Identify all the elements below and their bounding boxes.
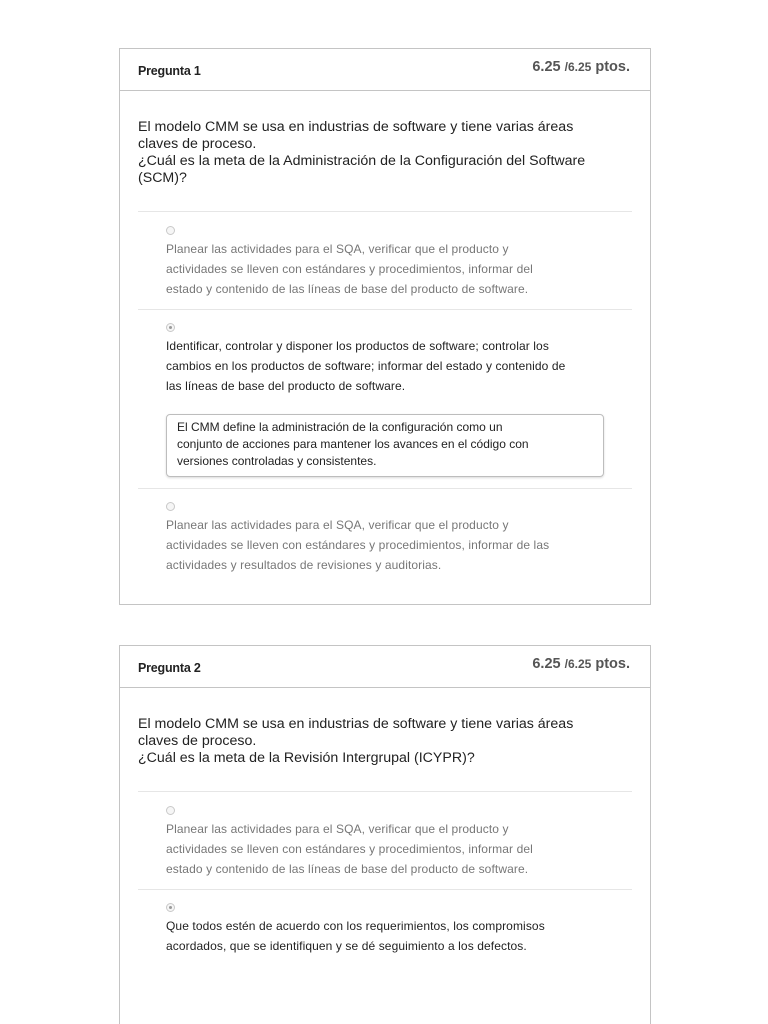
question-text-line: ¿Cuál es la meta de la Administración de la Configuración del Software: [138, 153, 586, 169]
answer-divider: [138, 309, 632, 310]
score-max: 6.25: [567, 60, 592, 74]
answer-text: [166, 916, 610, 956]
answer-text-line: acordados, que se identifiquen y se dé seguimiento a los defectos.: [166, 939, 527, 953]
answer-option-1[interactable]: [166, 806, 610, 879]
answer-divider: [138, 791, 632, 792]
answer-text-line: actividades y resultados de revisiones y auditorias.: [166, 558, 442, 572]
score-separator: /: [564, 657, 568, 671]
question-text-line: El modelo CMM se usa en industrias de software y tiene varias áreas: [138, 716, 574, 732]
score-separator: /: [564, 60, 568, 74]
question-text-line: claves de proceso.: [138, 733, 257, 749]
question-card-2: [119, 645, 651, 1024]
score-value: 6.25: [532, 59, 561, 75]
answer-text-line: Planear las actividades para el SQA, verificar que el producto y: [166, 518, 509, 532]
score-unit: ptos.: [595, 59, 630, 75]
feedback-line: conjunto de acciones para mantener los avances en el código con: [177, 437, 529, 451]
question-text: [138, 119, 632, 187]
answer-text-line: cambios en los productos de software; informar del estado y contenido de: [166, 359, 566, 373]
answer-divider: [138, 889, 632, 890]
radio-unchecked-icon[interactable]: [166, 226, 175, 235]
answer-text-line: actividades se lleven con estándares y procedimientos, informar del: [166, 842, 533, 856]
feedback-line: versiones controladas y consistentes.: [177, 454, 377, 468]
answer-text-line: Identificar, controlar y disponer los productos de software; controlar los: [166, 339, 549, 353]
question-score: [532, 656, 630, 672]
question-header: [120, 646, 650, 688]
answer-option-1[interactable]: [166, 226, 610, 299]
radio-checked-icon[interactable]: [166, 323, 175, 332]
question-text-line: ¿Cuál es la meta de la Revisión Intergrupal (ICYPR)?: [138, 750, 475, 766]
question-score: [532, 59, 630, 75]
answer-text-line: actividades se lleven con estándares y procedimientos, informar del: [166, 262, 533, 276]
answer-divider: [138, 211, 632, 212]
answer-text-line: Planear las actividades para el SQA, verificar que el producto y: [166, 822, 509, 836]
answer-text: [166, 239, 610, 299]
question-text-line: claves de proceso.: [138, 136, 257, 152]
radio-unchecked-icon[interactable]: [166, 806, 175, 815]
radio-checked-icon[interactable]: [166, 903, 175, 912]
score-unit: ptos.: [595, 656, 630, 672]
answer-text-line: estado y contenido de las líneas de base del producto de software.: [166, 282, 529, 296]
question-title: Pregunta 2: [138, 661, 201, 675]
answer-option-2[interactable]: [166, 323, 610, 396]
answer-text: [166, 336, 610, 396]
answer-divider: [138, 488, 632, 489]
feedback-line: El CMM define la administración de la configuración como un: [177, 420, 503, 434]
question-text: [138, 716, 632, 767]
answer-text-line: estado y contenido de las líneas de base del producto de software.: [166, 862, 529, 876]
answer-text-line: actividades se lleven con estándares y procedimientos, informar de las: [166, 538, 550, 552]
answer-option-3[interactable]: [166, 502, 610, 575]
question-text-line: (SCM)?: [138, 170, 187, 186]
answer-text-line: Que todos estén de acuerdo con los requerimientos, los compromisos: [166, 919, 545, 933]
answer-text: [166, 515, 610, 575]
question-title: Pregunta 1: [138, 64, 201, 78]
score-value: 6.25: [532, 656, 561, 672]
answer-text-line: las líneas de base del producto de software.: [166, 379, 406, 393]
question-card-1: [119, 48, 651, 605]
radio-unchecked-icon[interactable]: [166, 502, 175, 511]
question-text-line: El modelo CMM se usa en industrias de software y tiene varias áreas: [138, 119, 574, 135]
answer-text-line: Planear las actividades para el SQA, verificar que el producto y: [166, 242, 509, 256]
score-max: 6.25: [567, 657, 592, 671]
answer-option-2[interactable]: [166, 903, 610, 956]
answer-text: [166, 819, 610, 879]
answer-feedback: [166, 414, 604, 477]
question-header: [120, 49, 650, 91]
